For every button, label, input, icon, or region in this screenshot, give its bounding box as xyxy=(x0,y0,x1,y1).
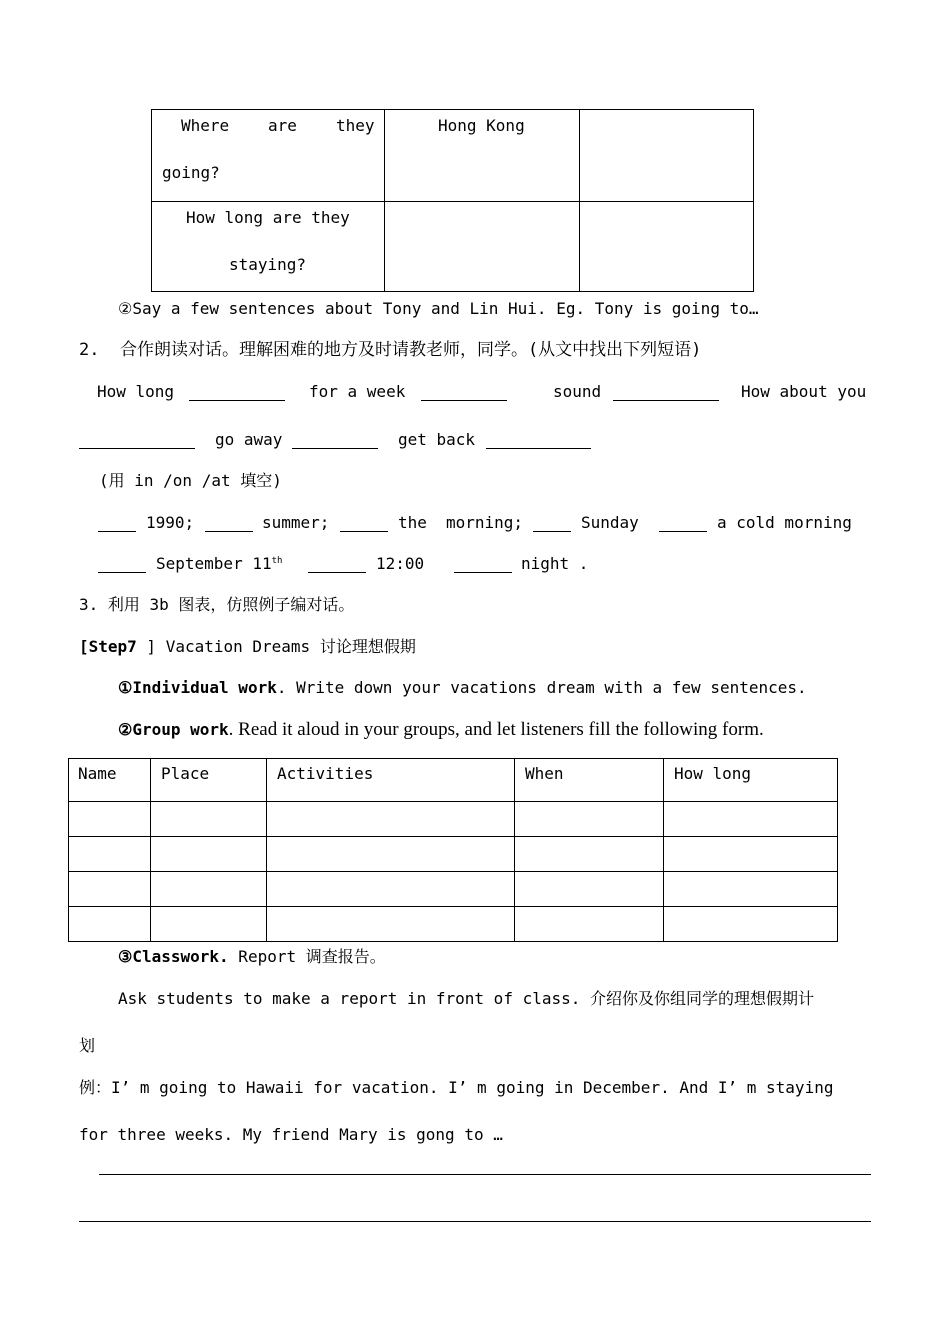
fill-september: September 11th xyxy=(156,554,283,573)
cell-how-long: How long are they xyxy=(186,208,350,227)
fill-the: the xyxy=(398,513,427,532)
header-how-long: How long xyxy=(674,764,752,783)
cell-staying: staying? xyxy=(229,255,307,274)
cell-where-word1: Where xyxy=(181,116,230,135)
classwork-line: ③Classwork. Report 调查报告。 xyxy=(118,947,386,966)
answer-line-2 xyxy=(79,1221,871,1222)
cell-hong-kong: Hong Kong xyxy=(438,116,525,135)
header-when: When xyxy=(525,764,564,783)
phrase-sound: sound xyxy=(553,382,602,401)
step7-heading: [Step7 ] Vacation Dreams 讨论理想假期 xyxy=(79,637,416,656)
header-place: Place xyxy=(161,764,210,783)
ask-students-line: Ask students to make a report in front of class. 介绍你及你组同学的理想假期计 xyxy=(118,989,815,1008)
individual-work-line: ①Individual work. Write down your vacations dream with a few sentences. xyxy=(118,678,807,697)
question-2: 2. 合作朗读对话。理解困难的地方及时请教老师，同学。(从文中找出下列短语) xyxy=(79,340,702,360)
phrase-how-long: How long xyxy=(97,382,175,401)
answer-line-1 xyxy=(99,1174,871,1175)
fill-1200: 12:00 xyxy=(376,554,425,573)
fill-night: night . xyxy=(521,554,589,573)
fill-cold-morning: a cold morning xyxy=(717,513,852,532)
fill-in-title: (用 in /on /at 填空) xyxy=(99,471,282,490)
example-line-1: 例：I’ m going to Hawaii for vacation. I’ m going in December. And I’ m staying xyxy=(79,1078,834,1097)
phrase-get-back: get back xyxy=(398,430,476,449)
fill-morning: morning; xyxy=(446,513,524,532)
phrase-go-away: go away xyxy=(215,430,283,449)
header-name: Name xyxy=(78,764,117,783)
phrase-for-a-week: for a week xyxy=(309,382,406,401)
fill-1990: 1990; xyxy=(146,513,195,532)
ask-students-line-2: 划 xyxy=(79,1036,96,1055)
fill-summer: summer; xyxy=(262,513,330,532)
example-line-2: for three weeks. My friend Mary is gong to … xyxy=(79,1125,503,1144)
say-sentences-line: ②Say a few sentences about Tony and Lin Hui. Eg. Tony is going to… xyxy=(118,299,759,318)
cell-where-word3: they xyxy=(336,116,375,135)
cell-where-going: going? xyxy=(162,163,220,182)
question-3: 3. 利用 3b 图表，仿照例子编对话。 xyxy=(79,595,355,614)
header-activities: Activities xyxy=(277,764,374,783)
fill-sunday: Sunday xyxy=(581,513,639,532)
group-work-line: ②Group work. Read it aloud in your groups, and let listeners fill the following form. xyxy=(118,719,764,740)
phrase-how-about-you: How about you xyxy=(741,382,867,401)
cell-where-word2: are xyxy=(268,116,297,135)
